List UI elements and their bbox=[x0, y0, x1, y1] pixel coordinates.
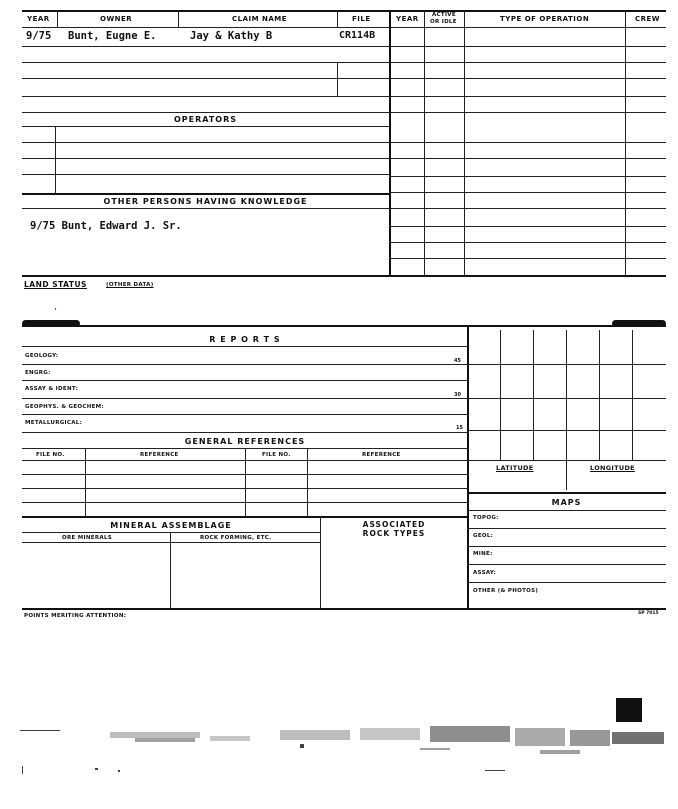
divider bbox=[245, 448, 246, 516]
header-owner: OWNER bbox=[100, 15, 133, 23]
right-row-rule bbox=[389, 176, 666, 177]
report-geology-label: GEOLOGY: bbox=[25, 353, 59, 359]
header-active-line1: ACTIVE bbox=[432, 12, 456, 18]
other-persons-top-rule bbox=[22, 193, 389, 195]
row-rule bbox=[22, 398, 468, 399]
row-rule bbox=[467, 528, 666, 529]
operators-top-rule bbox=[22, 112, 389, 113]
mineral-header-rule bbox=[22, 532, 320, 533]
row-rule bbox=[467, 582, 666, 583]
divider bbox=[57, 10, 58, 27]
divider bbox=[320, 516, 321, 609]
row-rule bbox=[22, 142, 389, 143]
operators-header-rule bbox=[22, 126, 389, 127]
divider bbox=[337, 62, 338, 96]
divider bbox=[625, 10, 626, 276]
maps-assay-label: ASSAY: bbox=[473, 570, 497, 576]
row-rule bbox=[22, 78, 389, 79]
land-status-subtitle: (OTHER DATA) bbox=[106, 282, 154, 288]
associated-rock-types-line1: ASSOCIATED bbox=[362, 520, 426, 529]
report-assay-label: ASSAY & IDENT: bbox=[25, 386, 79, 392]
row-rule bbox=[22, 380, 468, 381]
divider bbox=[464, 10, 465, 276]
row-rule bbox=[22, 364, 468, 365]
maps-geol-label: GEOL: bbox=[473, 533, 494, 539]
divider bbox=[85, 448, 86, 516]
col-reference-2: REFERENCE bbox=[362, 452, 401, 458]
right-row-rule bbox=[389, 46, 666, 47]
header-type-of-operation: TYPE OF OPERATION bbox=[500, 15, 590, 23]
grid-line bbox=[467, 460, 666, 461]
right-row-rule bbox=[389, 142, 666, 143]
operators-title: OPERATORS bbox=[173, 115, 238, 124]
grid-line bbox=[467, 364, 666, 365]
maps-top-rule bbox=[467, 492, 666, 494]
divider bbox=[178, 10, 179, 27]
report-engrg-label: ENGRG: bbox=[25, 370, 51, 376]
report-geology-num: 45 bbox=[454, 358, 461, 364]
header-year-right: YEAR bbox=[396, 15, 419, 23]
maps-other-label: OTHER (& PHOTOS) bbox=[473, 588, 539, 594]
latitude-label: LATITUDE bbox=[496, 464, 534, 472]
grid-line bbox=[632, 330, 633, 460]
right-row-rule bbox=[389, 258, 666, 259]
grid-line bbox=[566, 330, 567, 490]
report-assay-num: 30 bbox=[454, 392, 461, 398]
col-file-no-2: FILE NO. bbox=[262, 452, 291, 458]
divider bbox=[424, 10, 425, 276]
top-table-bottom-rule bbox=[22, 275, 666, 277]
other-persons-entry: 9/75 Bunt, Edward J. Sr. bbox=[30, 220, 182, 232]
row-rule bbox=[22, 96, 389, 97]
header-crew: CREW bbox=[635, 15, 661, 23]
report-metallurgical-label: METALLURGICAL: bbox=[25, 420, 83, 426]
maps-header-rule bbox=[467, 510, 666, 511]
mineral-assemblage-title: MINERAL ASSEMBLAGE bbox=[110, 521, 232, 530]
divider bbox=[337, 10, 338, 27]
row-rule bbox=[467, 564, 666, 565]
land-status-title: LAND STATUS bbox=[24, 280, 87, 289]
other-persons-title: OTHER PERSONS HAVING KNOWLEDGE bbox=[103, 197, 308, 206]
form-code: SP 7015 bbox=[638, 611, 659, 616]
maps-topog-label: TOPOG: bbox=[473, 515, 499, 521]
divider bbox=[170, 532, 171, 609]
grid-line bbox=[533, 330, 534, 460]
grid-line bbox=[467, 398, 666, 399]
header-active-line2: OR IDLE bbox=[430, 19, 457, 25]
right-row-rule bbox=[389, 96, 666, 97]
row1-file: CR114B bbox=[339, 30, 376, 41]
grid-line bbox=[467, 430, 666, 431]
header-year: YEAR bbox=[27, 15, 50, 23]
form-bottom-rule bbox=[22, 608, 666, 610]
mineral-subheader-rule bbox=[22, 542, 320, 543]
maps-title: MAPS bbox=[551, 498, 582, 507]
right-row-rule bbox=[389, 208, 666, 209]
row-rule bbox=[22, 432, 468, 433]
points-meriting-attention-label: POINTS MERITING ATTENTION: bbox=[24, 613, 127, 619]
row-rule bbox=[22, 414, 468, 415]
general-references-bottom-rule bbox=[22, 516, 468, 518]
reports-header-rule bbox=[22, 346, 468, 347]
ore-minerals-label: ORE MINERALS bbox=[62, 535, 113, 541]
divider bbox=[55, 126, 56, 194]
land-status-bottom-rule bbox=[22, 325, 666, 327]
reports-right-divider bbox=[467, 325, 469, 609]
other-persons-header-rule bbox=[22, 208, 389, 209]
scan-noise-band bbox=[0, 718, 678, 788]
grid-line bbox=[500, 330, 501, 460]
report-geophys-label: GEOPHYS. & GEOCHEM: bbox=[25, 404, 104, 410]
reports-title: R E P O R T S bbox=[209, 335, 281, 344]
top-border bbox=[22, 10, 666, 12]
row-rule bbox=[22, 46, 389, 47]
row-rule bbox=[22, 62, 389, 63]
right-row-rule bbox=[389, 62, 666, 63]
right-row-rule bbox=[389, 78, 666, 79]
maps-mine-label: MINE: bbox=[473, 551, 493, 557]
header-bottom-rule bbox=[22, 27, 666, 28]
right-row-rule bbox=[389, 242, 666, 243]
general-references-title: GENERAL REFERENCES bbox=[184, 437, 306, 446]
row1-owner: Bunt, Eugne E. bbox=[68, 30, 157, 42]
report-metallurgical-num: 15 bbox=[456, 425, 463, 431]
longitude-label: LONGITUDE bbox=[590, 464, 635, 472]
header-claim-name: CLAIM NAME bbox=[232, 15, 288, 23]
row-rule bbox=[467, 546, 666, 547]
associated-rock-types-line2: ROCK TYPES bbox=[362, 529, 426, 538]
row-rule bbox=[22, 158, 389, 159]
divider bbox=[307, 448, 308, 516]
right-row-rule bbox=[389, 226, 666, 227]
right-row-rule bbox=[389, 158, 666, 159]
row1-year: 9/75 bbox=[26, 30, 52, 42]
right-row-rule bbox=[389, 192, 666, 193]
row-rule bbox=[22, 174, 389, 175]
col-file-no: FILE NO. bbox=[36, 452, 65, 458]
col-reference: REFERENCE bbox=[140, 452, 179, 458]
center-divider bbox=[389, 10, 391, 276]
grid-line bbox=[599, 330, 600, 460]
pen-mark: ⸱ bbox=[54, 303, 57, 316]
header-file: FILE bbox=[352, 15, 371, 23]
rock-forming-label: ROCK FORMING, ETC. bbox=[200, 535, 272, 541]
row1-claim-name: Jay & Kathy B bbox=[190, 30, 273, 42]
right-row-rule bbox=[389, 112, 666, 113]
